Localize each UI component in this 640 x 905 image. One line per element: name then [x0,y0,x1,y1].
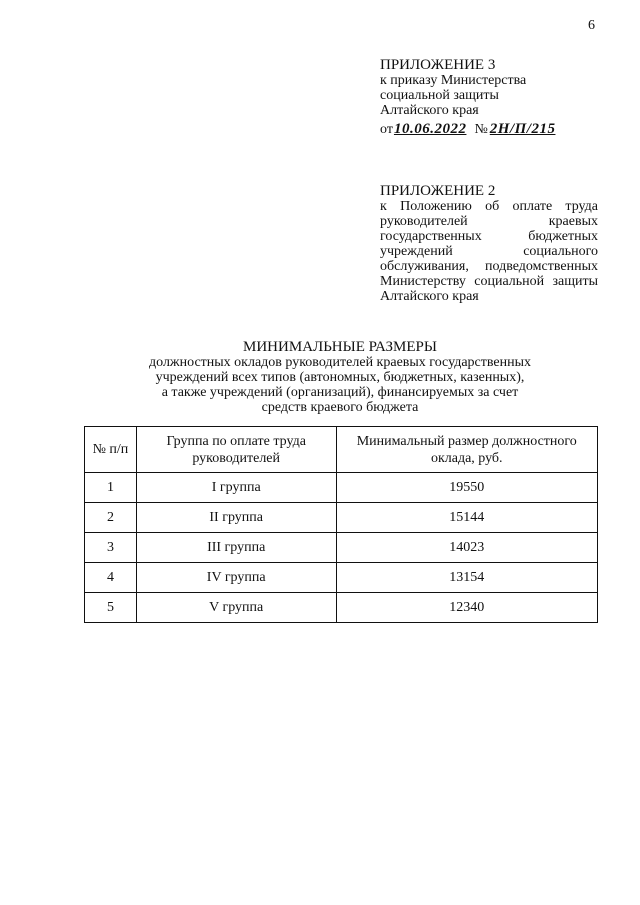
appendix-3-line: Алтайского края [380,103,479,118]
heading-title: МИНИМАЛЬНЫЕ РАЗМЕРЫ [243,339,437,355]
row-group: V группа [136,593,336,623]
document-heading [80,340,600,415]
header-group: Группа по оплате труда руководителей [136,427,336,473]
row-group: IV группа [136,563,336,593]
row-group: III группа [136,533,336,563]
row-group: II группа [136,503,336,533]
table-row [85,533,598,563]
row-number: 1 [85,473,137,503]
header-number: № п/п [85,427,137,473]
header-min-salary: Минимальный размер должностного оклада, руб. [336,427,597,473]
appendix-3-title: ПРИЛОЖЕНИЕ 3 [380,57,496,73]
row-number: 4 [85,563,137,593]
handwritten-date: 10.06.2022 [393,121,467,137]
row-group: I группа [136,473,336,503]
number-sign: № [474,122,488,137]
appendix-2-text: к Положению об оплате труда руководителей краевых государственных бюджетных учреждений социального обслуживания, подведомственных Министерству социальной защиты Алтайского края [380,199,598,304]
row-salary: 14023 [336,533,597,563]
from-label: от [380,122,393,137]
heading-line: учреждений всех типов (автономных, бюджетных, казенных), [155,370,525,385]
table-row [85,473,598,503]
table-row [85,503,598,533]
row-number: 2 [85,503,137,533]
handwritten-order-number: 2Н/П/215 [489,121,556,137]
salary-table [84,426,598,623]
page-number: 6 [588,18,595,33]
appendix-3-block [380,58,600,137]
appendix-3-line: социальной защиты [380,88,499,103]
row-salary: 12340 [336,593,597,623]
appendix-2-block [380,184,598,304]
table-row [85,563,598,593]
table-header-row [85,427,598,473]
heading-line: а также учреждений (организаций), финансируемых за счет [161,385,519,400]
appendix-3-line: к приказу Министерства [380,73,527,88]
order-date-line [380,122,600,137]
row-salary: 13154 [336,563,597,593]
heading-line: средств краевого бюджета [261,400,419,415]
heading-line: должностных окладов руководителей краевых государственных [149,355,531,370]
row-salary: 15144 [336,503,597,533]
table-row [85,593,598,623]
row-number: 3 [85,533,137,563]
row-number: 5 [85,593,137,623]
appendix-2-title: ПРИЛОЖЕНИЕ 2 [380,183,496,199]
row-salary: 19550 [336,473,597,503]
